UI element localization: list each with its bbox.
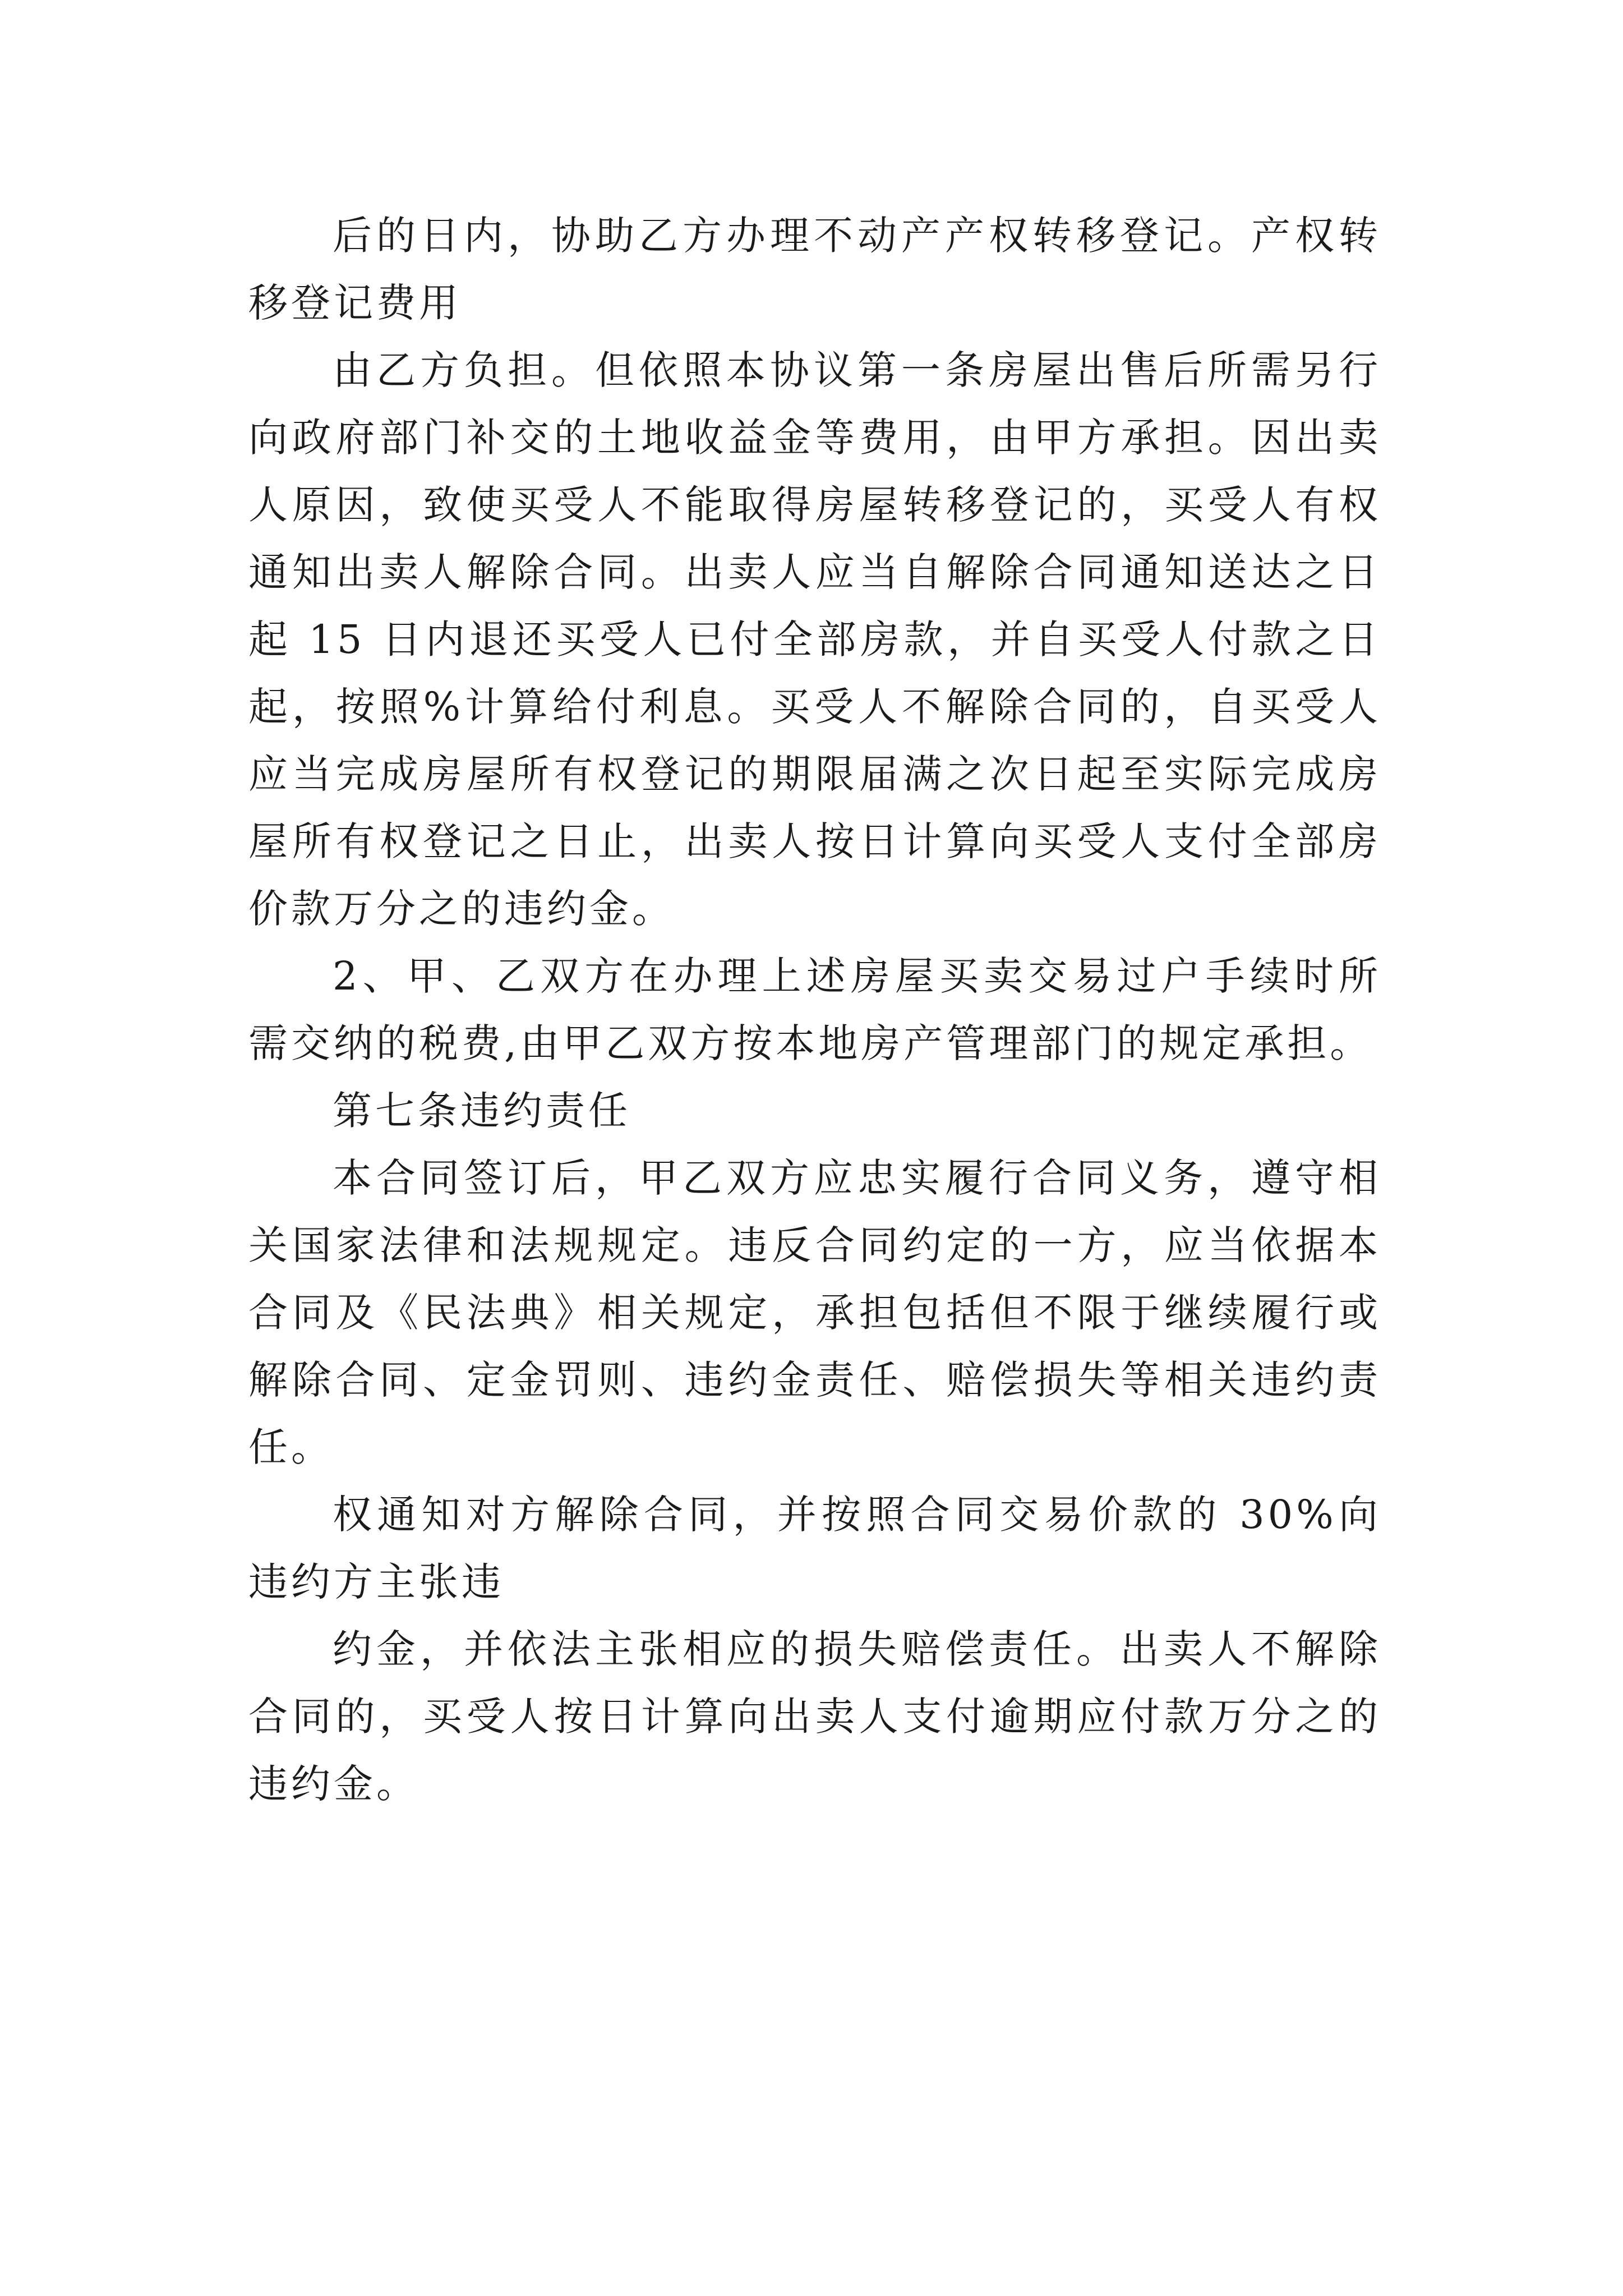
section-heading: 第七条违约责任 bbox=[333, 1088, 631, 1134]
document-body bbox=[248, 202, 1381, 1818]
paragraph-3: 2、甲、乙双方在办理上述房屋买卖交易过户手续时所需交纳的税费,由甲乙双方按本地房产管理部门的规定承担。 bbox=[248, 953, 1381, 1066]
paragraph-6: 约金，并依法主张相应的损失赔偿责任。出卖人不解除合同的，买受人按日计算向出卖人支付逾期应付款万分之的违约金。 bbox=[248, 1626, 1381, 1807]
paragraph-5: 权通知对方解除合同，并按照合同交易价款的 30%向违约方主张违 bbox=[248, 1492, 1381, 1605]
paragraph-4: 本合同签订后，甲乙双方应忠实履行合同义务，遵守相关国家法律和法规规定。违反合同约定的一方，应当依据本合同及《民法典》相关规定，承担包括但不限于继续履行或解除合同、定金罚则、违约金责任、赔偿损失等相关违约责任。 bbox=[248, 1155, 1381, 1470]
paragraph-2: 由乙方负担。但依照本协议第一条房屋出售后所需另行向政府部门补交的土地收益金等费用，由甲方承担。因出卖人原因，致使买受人不能取得房屋转移登记的，买受人有权通知出卖人解除合同。出卖人应当自解除合同通知送达之日起 15 日内退还买受人已付全部房款，并自买受人付款之日起，按照%计算给付利息。买受人不解除合同的，自买受人应当完成房屋所有权登记的期限届满之次日起至实际完成房屋所有权登记之日止，出卖人按日计算向买受人支付全部房价款万分之的违约金。 bbox=[248, 347, 1381, 932]
paragraph-1: 后的日内，协助乙方办理不动产产权转移登记。产权转移登记费用 bbox=[248, 213, 1381, 326]
